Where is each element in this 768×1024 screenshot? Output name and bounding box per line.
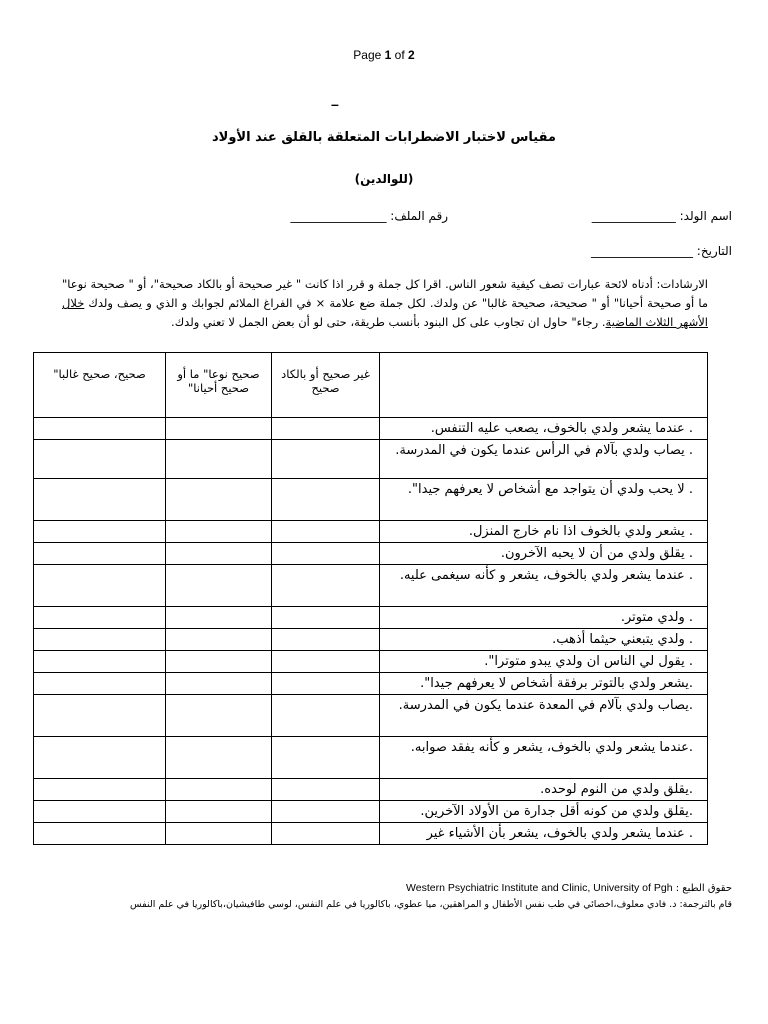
- item-statement: .يقلق ولدي من كونه أقل جدارة من الأولاد الآخرين.: [380, 801, 708, 823]
- date-blank[interactable]: _________________: [590, 244, 693, 258]
- item-statement: .يقلق ولدي من النوم لوحده.: [380, 779, 708, 801]
- answer-not-true-cell[interactable]: [272, 629, 380, 651]
- table-row: [34, 521, 708, 543]
- item-statement: . يصاب ولدي بآلام في الرأس عندما يكون في المدرسة.: [380, 440, 708, 479]
- dash-mark: –: [331, 96, 339, 112]
- table-row: [34, 440, 708, 479]
- answer-not-true-cell[interactable]: [272, 418, 380, 440]
- answer-very-true-cell[interactable]: [34, 607, 166, 629]
- answer-very-true-cell[interactable]: [34, 737, 166, 779]
- document-subtitle: (للوالدين): [354, 172, 414, 186]
- table-row: [34, 779, 708, 801]
- answer-somewhat-true-cell[interactable]: [166, 695, 272, 737]
- document-title: مقياس لاختبار الاضطرابات المتعلقة بالقلق عند الأولاد: [212, 130, 556, 145]
- answer-not-true-cell[interactable]: [272, 695, 380, 737]
- instructions-text: الارشادات: أدناه لائحة عبارات تصف كيفية شعور الناس. اقرا كل جملة و قرر اذا كانت " غير صحيحة أو بالكاد صحيحة"، أو " صحيحة نوعا" ما أو صحيحة أحيانا" أو " صحيحة، صحيحة غالبا" عن ولدك. لكل جملة ضع علامة × في الفراغ الملائم لجوابك و الذي و يصف ولدك: [62, 277, 708, 310]
- page-of: of: [394, 48, 405, 62]
- answer-somewhat-true-cell[interactable]: [166, 521, 272, 543]
- table-row: [34, 543, 708, 565]
- page-total: 2: [408, 48, 415, 62]
- file-number-blank[interactable]: ________________: [290, 209, 387, 223]
- table-header-row: [34, 353, 708, 418]
- table-row: [34, 651, 708, 673]
- item-statement: . ولدي يتبعني حيثما أذهب.: [380, 629, 708, 651]
- date-label: التاريخ:: [696, 244, 732, 258]
- item-statement: . يقلق ولدي من أن لا يحبه الآخرون.: [380, 543, 708, 565]
- item-statement: . عندما يشعر ولدي بالخوف، يشعر و كأنه سيغمى عليه.: [380, 565, 708, 607]
- answer-somewhat-true-cell[interactable]: [166, 823, 272, 845]
- answer-very-true-cell[interactable]: [34, 695, 166, 737]
- item-statement: . لا يحب ولدي أن يتواجد مع أشخاص لا يعرفهم جيدا".: [380, 479, 708, 521]
- table-row: [34, 695, 708, 737]
- answer-somewhat-true-cell[interactable]: [166, 607, 272, 629]
- table-row: [34, 418, 708, 440]
- answer-very-true-cell[interactable]: [34, 779, 166, 801]
- answer-very-true-cell[interactable]: [34, 823, 166, 845]
- copyright-line: [406, 882, 732, 894]
- item-statement: . ولدي متوتر.: [380, 607, 708, 629]
- answer-not-true-cell[interactable]: [272, 565, 380, 607]
- answer-not-true-cell[interactable]: [272, 673, 380, 695]
- answer-very-true-cell[interactable]: [34, 479, 166, 521]
- instructions-paragraph: [62, 275, 708, 332]
- page-number: [0, 48, 768, 62]
- copyright-holder: Western Psychiatric Institute and Clinic, University of Pgh: [406, 882, 673, 894]
- table-row: [34, 673, 708, 695]
- file-number-label: رقم الملف:: [390, 209, 448, 223]
- answer-not-true-cell[interactable]: [272, 607, 380, 629]
- child-name-label: اسم الولد:: [679, 209, 732, 223]
- page-current: 1: [384, 48, 392, 62]
- answer-not-true-cell[interactable]: [272, 801, 380, 823]
- header-item-column: [380, 353, 708, 418]
- table-row: [34, 607, 708, 629]
- copyright-label: حقوق الطبع :: [675, 883, 732, 894]
- answer-very-true-cell[interactable]: [34, 801, 166, 823]
- header-not-true: غير صحيح أو بالكاد صحيح: [272, 353, 380, 418]
- table-row: [34, 823, 708, 845]
- item-statement: .يصاب ولدي بآلام في المعدة عندما يكون في المدرسة.: [380, 695, 708, 737]
- item-statement: . عندما يشعر ولدي بالخوف، يصعب عليه التنفس.: [380, 418, 708, 440]
- answer-somewhat-true-cell[interactable]: [166, 479, 272, 521]
- answer-very-true-cell[interactable]: [34, 440, 166, 479]
- header-very-true: صحيح، صحيح غالبا": [34, 353, 166, 418]
- item-statement: . عندما يشعر ولدي بالخوف، يشعر بأن الأشياء غير: [380, 823, 708, 845]
- child-name-blank[interactable]: ______________: [591, 209, 676, 223]
- table-row: [34, 801, 708, 823]
- answer-somewhat-true-cell[interactable]: [166, 418, 272, 440]
- answer-very-true-cell[interactable]: [34, 521, 166, 543]
- answer-somewhat-true-cell[interactable]: [166, 565, 272, 607]
- answer-somewhat-true-cell[interactable]: [166, 779, 272, 801]
- answer-not-true-cell[interactable]: [272, 479, 380, 521]
- answer-somewhat-true-cell[interactable]: [166, 629, 272, 651]
- answer-not-true-cell[interactable]: [272, 823, 380, 845]
- answer-not-true-cell[interactable]: [272, 521, 380, 543]
- answer-very-true-cell[interactable]: [34, 651, 166, 673]
- translation-credit: قام بالترجمة: د. فادي معلوف،اخصائي في طب نفس الأطفال و المراهقين، ميا عطوي، باكالوريا في علم النفس، لوسي طافيشيان،باكالوريا في علم النفس: [130, 899, 732, 910]
- answer-not-true-cell[interactable]: [272, 651, 380, 673]
- answer-not-true-cell[interactable]: [272, 737, 380, 779]
- item-statement: .يشعر ولدي بالتوتر برفقة أشخاص لا يعرفهم جيدا".: [380, 673, 708, 695]
- table-row: [34, 565, 708, 607]
- child-name-field: [592, 209, 732, 223]
- table-row: [34, 629, 708, 651]
- answer-somewhat-true-cell[interactable]: [166, 440, 272, 479]
- answer-very-true-cell[interactable]: [34, 673, 166, 695]
- answer-somewhat-true-cell[interactable]: [166, 543, 272, 565]
- answer-somewhat-true-cell[interactable]: [166, 801, 272, 823]
- answer-very-true-cell[interactable]: [34, 418, 166, 440]
- answer-very-true-cell[interactable]: [34, 629, 166, 651]
- date-field: [591, 244, 732, 258]
- file-number-field: [290, 209, 448, 223]
- table-row: [34, 737, 708, 779]
- item-statement: .عندما يشعر ولدي بالخوف، يشعر و كأنه يفقد صوابه.: [380, 737, 708, 779]
- questionnaire-table: [33, 352, 708, 845]
- item-statement: . يقول لي الناس ان ولدي يبدو متوترا".: [380, 651, 708, 673]
- answer-somewhat-true-cell[interactable]: [166, 737, 272, 779]
- answer-somewhat-true-cell[interactable]: [166, 651, 272, 673]
- answer-very-true-cell[interactable]: [34, 565, 166, 607]
- header-somewhat-true: صحيح نوعا" ما أو صحيح أحيانا": [166, 353, 272, 418]
- item-statement: . يشعر ولدي بالخوف اذا نام خارج المنزل.: [380, 521, 708, 543]
- answer-somewhat-true-cell[interactable]: [166, 673, 272, 695]
- page-prefix: Page: [353, 48, 382, 62]
- table-row: [34, 479, 708, 521]
- answer-very-true-cell[interactable]: [34, 543, 166, 565]
- instructions-underlined: خلال الأشهر الثلاث الماضية: [62, 296, 708, 329]
- instructions-text-end: . رجاء" حاول ان تجاوب على كل البنود بأنسب طريقة، حتى لو أن بعض الجمل لا تعني ولدك.: [171, 315, 606, 329]
- answer-not-true-cell[interactable]: [272, 440, 380, 479]
- answer-not-true-cell[interactable]: [272, 779, 380, 801]
- answer-not-true-cell[interactable]: [272, 543, 380, 565]
